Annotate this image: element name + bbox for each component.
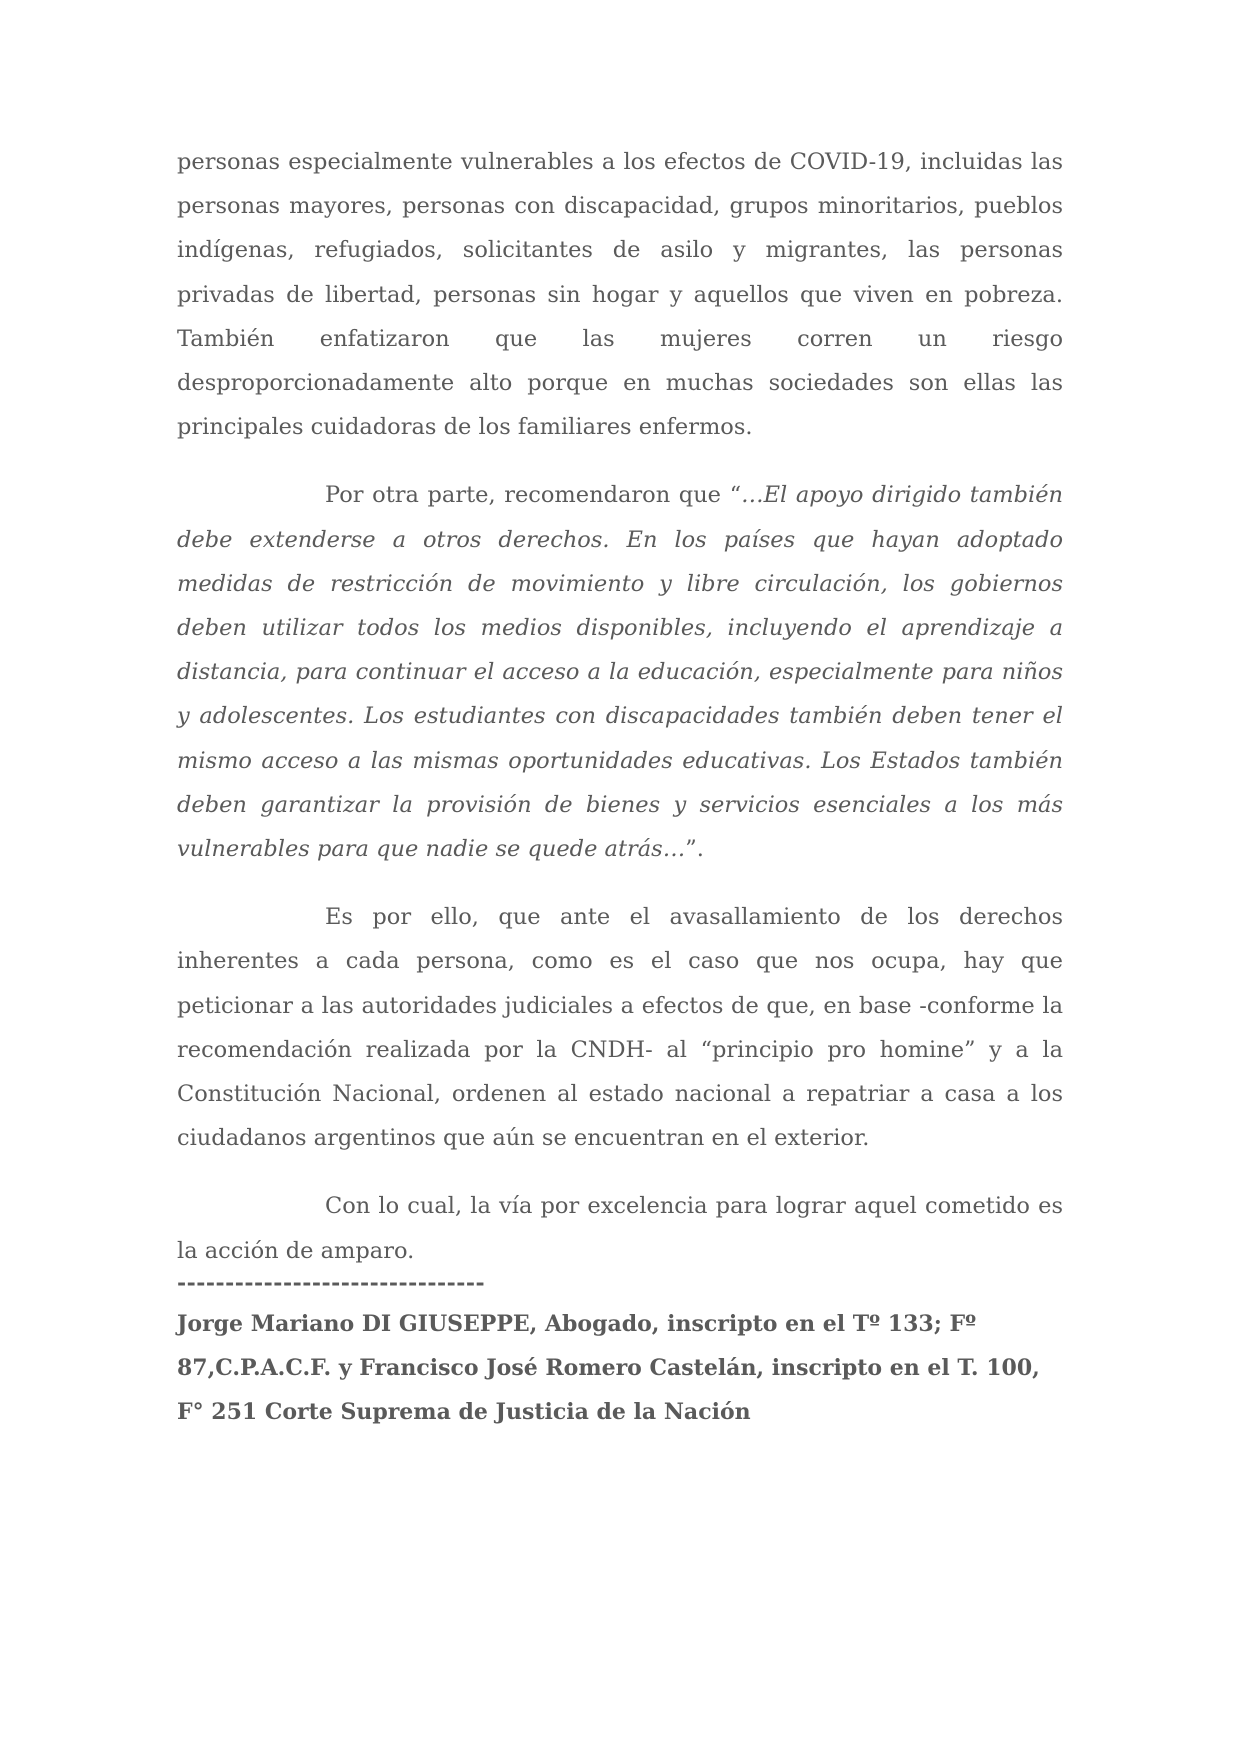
recommendation-intro: Por otra parte, recomendaron que “	[325, 482, 742, 509]
paragraph-vulnerable-groups: personas especialmente vulnerables a los efectos de COVID-19, incluidas las personas mayores, personas con discapacidad, grupos minoritarios, pueblos indígenas, refugiados, solicitantes de asilo y migrantes, las personas privadas de libertad, personas sin hogar y aquellos que viven en pobreza. También enfatizaron que las mujeres corren un riesgo desproporcionadamente alto porque en muchas sociedades son ellas las principales cuidadoras de los familiares enfermos.	[177, 149, 1063, 441]
signature-text: Jorge Mariano DI GIUSEPPE, Abogado, inscripto en el Tº 133; Fº 87,C.P.A.C.F. y Francisco José Romero Castelán, inscripto en el T. 100, F° 251 Corte Suprema de Justicia de la Nación	[177, 1311, 1040, 1425]
signature-line: --------------------------------	[177, 1270, 486, 1296]
paragraph-petition: Es por ello, que ante el avasallamiento de los derechos inherentes a cada persona, como es el caso que nos ocupa, hay que peticionar a las autoridades judiciales a efectos de que, en base -conforme la recomendación realizada por la CNDH- al “principio pro homine” y a la Constitución Nacional, ordenen al estado nacional a repatriar a casa a los ciudadanos argentinos que aún se encuentran en el exterior.	[177, 904, 1063, 1152]
signature-block	[177, 1268, 1063, 1434]
document-body	[177, 140, 1063, 1297]
recommendation-end: ”.	[685, 836, 704, 863]
paragraph-recommendation	[177, 473, 1063, 871]
recommendation-quote: …El apoyo dirigido también debe extenderse a otros derechos. En los países que hayan adoptado medidas de restricción de movimiento y libre circulación, los gobiernos deben utilizar todos los medios disponibles, incluyendo el aprendizaje a distancia, para continuar el acceso a la educación, especialmente para niños y adolescentes. Los estudiantes con discapacidades también deben tener el mismo acceso a las mismas oportunidades educativas. Los Estados también deben garantizar la provisión de bienes y servicios esenciales a los más vulnerables para que nadie se quede atrás…	[177, 482, 1064, 863]
paragraph-amparo: Con lo cual, la vía por excelencia para lograr aquel cometido es la acción de amparo.	[177, 1193, 1063, 1264]
